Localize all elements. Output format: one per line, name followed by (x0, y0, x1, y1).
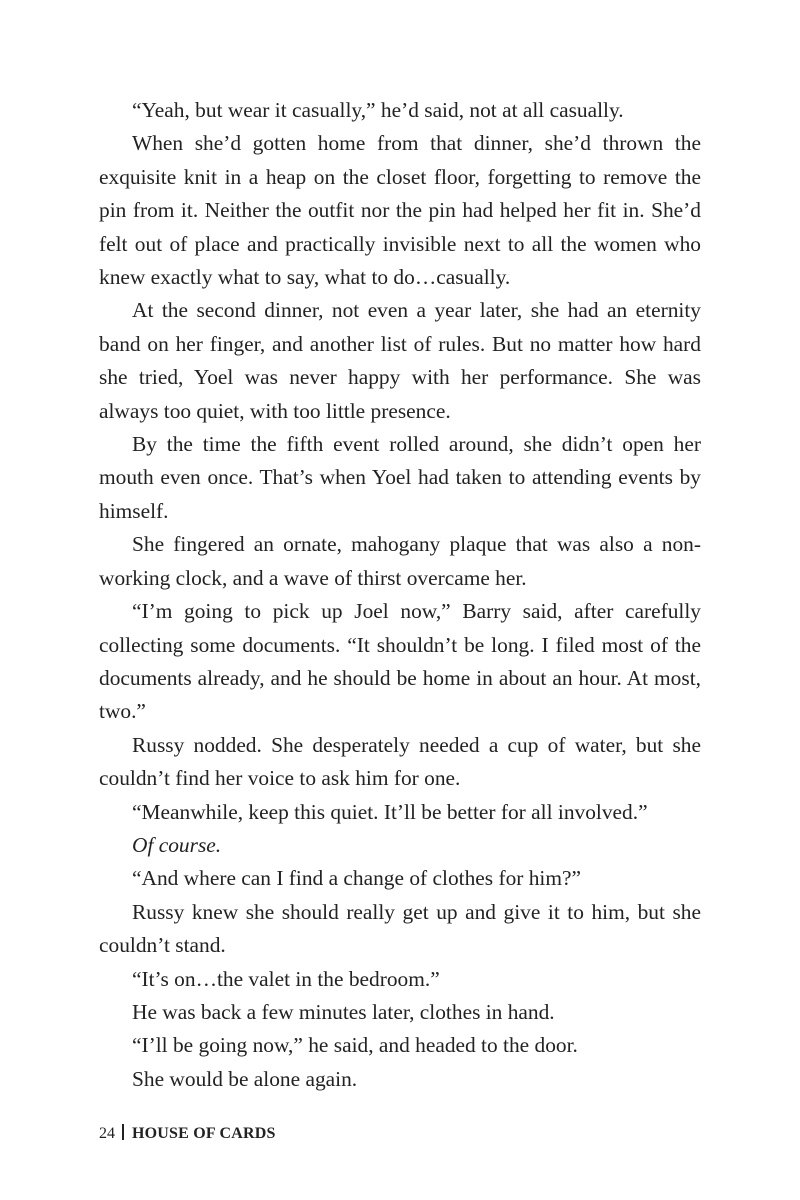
footer-divider (122, 1124, 124, 1140)
paragraph-1: “Yeah, but wear it casually,” he’d said, not at all casually. (132, 98, 624, 122)
paragraph-8: “Meanwhile, keep this quiet. It’ll be better for all involved.” (132, 799, 648, 824)
running-head: HOUSE OF CARDS (132, 1125, 276, 1142)
paragraph-12: “It’s on…the valet in the bedroom.” (132, 966, 440, 991)
page-number: 24 (99, 1125, 115, 1142)
paragraph-5: She fingered an ornate, mahogany plaque that was also a non-working clock, and a wave of thirst overcame her. (99, 532, 701, 590)
paragraph-2: When she’d gotten home from that dinner, she’d thrown the exquisite knit in a heap on the closet floor, forgetting to remove the pin from it. Neither the outfit nor the pin had helped her fit in. She’d felt out of place and practically invisible next to all the women who knew exactly what to say, what to do…casually. (99, 131, 701, 290)
page-footer (99, 1123, 276, 1145)
paragraph-11: Russy knew she should really get up and give it to him, but she couldn’t stand. (99, 899, 701, 958)
paragraph-7: Russy nodded. She desperately needed a cup of water, but she couldn’t find her voice to ask him for one. (99, 732, 701, 791)
paragraph-6: “I’m going to pick up Joel now,” Barry said, after carefully collecting some documents. “It shouldn’t be long. I filed most of the documents already, and he should be home in about an hour. At most, two.” (99, 599, 701, 724)
paragraph-13: He was back a few minutes later, clothes in hand. (132, 999, 555, 1024)
paragraph-4: By the time the fifth event rolled around, she didn’t open her mouth even once. That’s when Yoel had taken to attending events by himself. (99, 432, 701, 523)
paragraph-15: She would be alone again. (132, 1066, 358, 1091)
paragraph-9: Of course. (132, 832, 222, 857)
paragraph-14: “I’ll be going now,” he said, and headed to the door. (132, 1033, 578, 1058)
paragraph-10: “And where can I find a change of clothes for him?” (132, 866, 582, 891)
paragraph-3: At the second dinner, not even a year later, she had an eternity band on her finger, and another list of rules. But no matter how hard she tried, Yoel was never happy with her performance. She was always too quiet, with too little presence. (99, 298, 701, 423)
body-text (99, 94, 701, 1096)
